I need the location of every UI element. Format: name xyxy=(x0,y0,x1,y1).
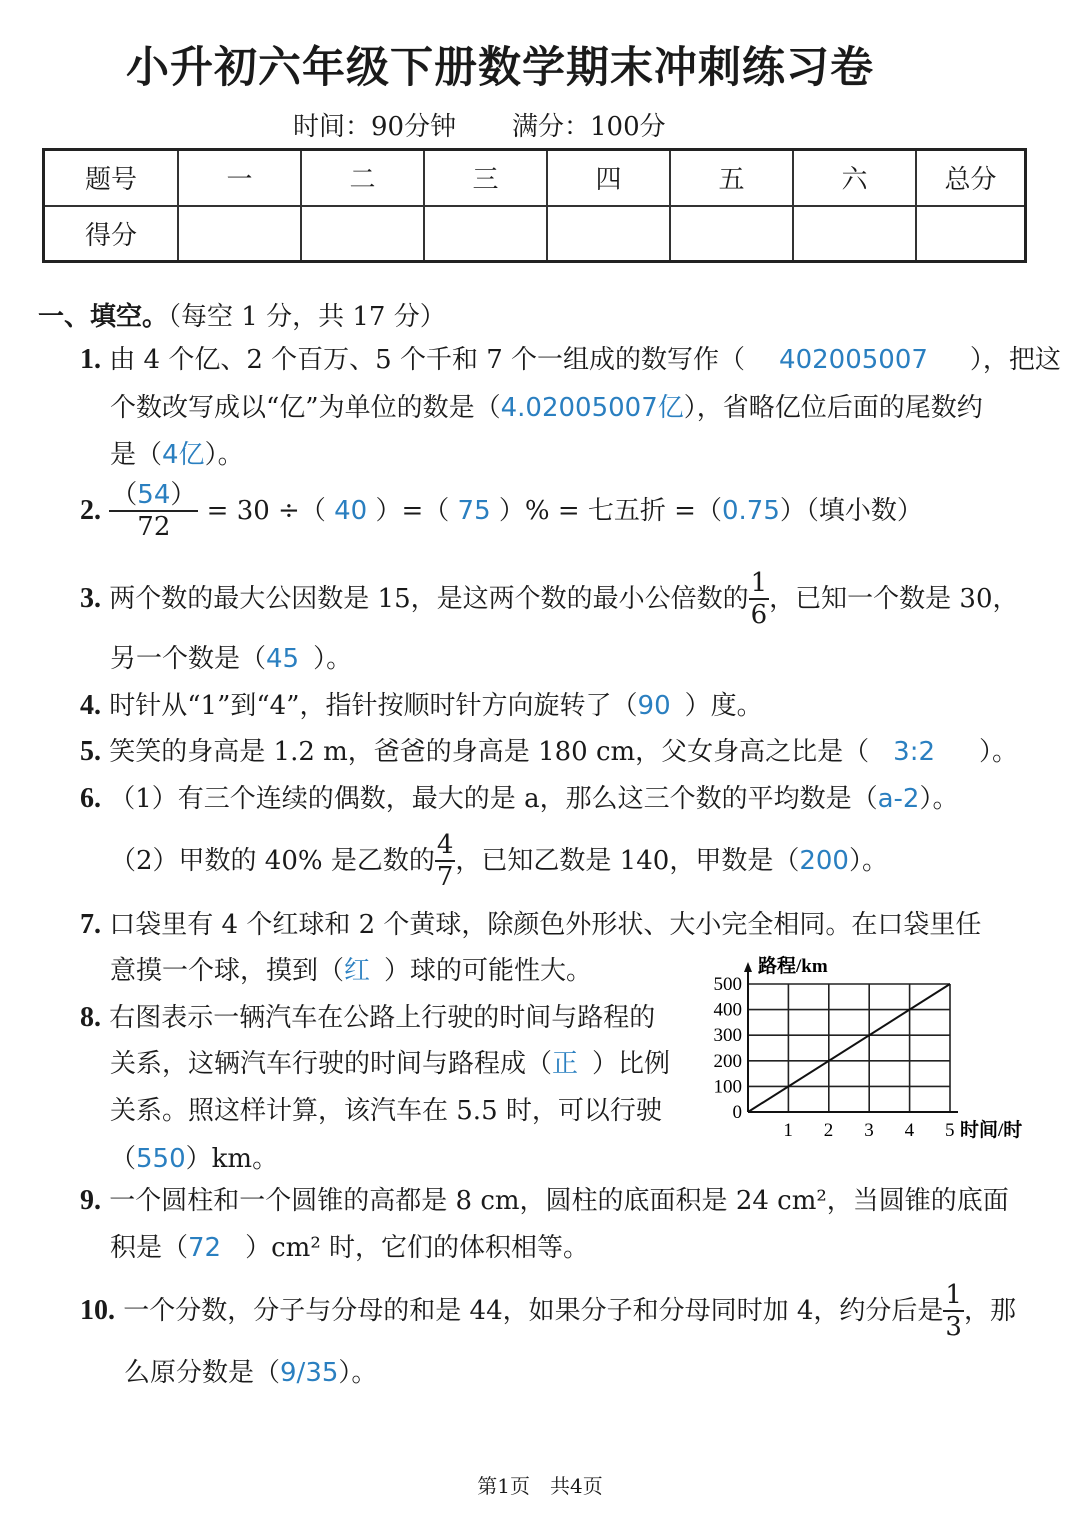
y-tick-label: 0 xyxy=(732,1102,742,1123)
fraction xyxy=(109,480,198,542)
question-number: 6. xyxy=(80,783,101,814)
header-cell: 四 xyxy=(547,150,670,206)
question-text: 另一个数是（ xyxy=(110,644,267,674)
chart-y-label: 路程/km xyxy=(758,956,828,977)
question-1-line-1 xyxy=(80,337,1061,383)
question-number: 1. xyxy=(80,344,101,375)
answer: 45 xyxy=(266,644,300,674)
question-text: ）。 xyxy=(979,737,1019,767)
fraction-denominator: 72 xyxy=(137,512,171,542)
full-score: 满分：100分 xyxy=(512,112,666,142)
question-text: ），把这 xyxy=(969,345,1061,375)
question-text: （2）甲数的 40% 是乙数的 xyxy=(110,846,435,876)
x-tick-label: 5 xyxy=(945,1120,955,1141)
series-line xyxy=(748,984,950,1112)
fraction-numerator: 1 xyxy=(750,568,768,598)
fraction xyxy=(749,568,770,630)
x-tick-label: 3 xyxy=(864,1120,874,1141)
question-8-line-4 xyxy=(110,1136,278,1182)
header-cell: 题号 xyxy=(44,150,179,206)
question-text: ）cm² 时，它们的体积相等。 xyxy=(245,1233,590,1263)
question-9-line-2 xyxy=(110,1225,589,1271)
fraction-denominator: 6 xyxy=(750,600,768,630)
answer: 正 xyxy=(552,1049,579,1079)
question-text: ）球的可能性大。 xyxy=(384,956,593,986)
answer: 9/35 xyxy=(280,1358,339,1388)
page-title: 小升初六年级下册数学期末冲刺练习卷 xyxy=(126,43,874,93)
answer: 红 xyxy=(344,956,371,986)
header-cell: 五 xyxy=(670,150,793,206)
score-cell[interactable] xyxy=(178,206,301,262)
answer: 4亿 xyxy=(162,440,205,470)
section-heading xyxy=(38,296,446,333)
fraction xyxy=(435,830,456,892)
question-7-line-2 xyxy=(110,948,592,994)
exam-time: 时间：90分钟 xyxy=(293,112,457,142)
answer: 75 xyxy=(457,496,491,526)
question-8-line-1 xyxy=(80,995,655,1041)
answer: a-2 xyxy=(877,784,920,814)
fraction-numerator: 4 xyxy=(436,830,454,860)
score-table-header-row xyxy=(44,150,1026,206)
question-number: 2. xyxy=(80,495,101,526)
question-text: = 30 ÷（ xyxy=(206,496,326,526)
page-footer: 第1页 共4页 xyxy=(477,1474,603,1498)
question-1-line-3 xyxy=(110,432,244,478)
question-text: ，已知一个数是 30， xyxy=(769,584,1019,614)
y-axis-arrow xyxy=(744,962,752,972)
question-3-line-1 xyxy=(80,568,1019,630)
question-text: 一个圆柱和一个圆锥的高都是 8 cm，圆柱的底面积是 24 cm²，当圆锥的底面 xyxy=(109,1186,1009,1216)
question-text: ）=（ xyxy=(375,496,450,526)
answer: 402005007 xyxy=(779,345,928,375)
score-cell[interactable] xyxy=(424,206,547,262)
question-number: 4. xyxy=(80,690,101,721)
header-cell: 六 xyxy=(793,150,916,206)
question-number: 8. xyxy=(80,1002,101,1033)
score-cell[interactable] xyxy=(793,206,916,262)
question-text: ）。 xyxy=(313,644,353,674)
score-cell[interactable] xyxy=(301,206,424,262)
question-text: ，已知乙数是 140，甲数是（ xyxy=(455,846,800,876)
question-9-line-1 xyxy=(80,1178,1009,1224)
answer: 3:2 xyxy=(893,737,936,767)
question-text: ）。 xyxy=(848,846,888,876)
question-10-line-2 xyxy=(124,1350,377,1396)
score-table-score-row xyxy=(44,206,1026,262)
header-cell: 一 xyxy=(178,150,301,206)
chart-series xyxy=(748,984,950,1112)
y-tick-label: 400 xyxy=(713,999,742,1021)
question-text: （1）有三个连续的偶数，最大的是 a，那么这三个数的平均数是（ xyxy=(109,784,878,814)
section-note: （每空 1 分，共 17 分） xyxy=(168,302,446,332)
question-text: 口袋里有 4 个红球和 2 个黄球，除颜色外形状、大小完全相同。在口袋里任 xyxy=(109,910,982,940)
question-6-line-2 xyxy=(110,830,888,892)
question-text: 时针从“1”到“4”，指针按顺时针方向旋转了（ xyxy=(109,691,638,721)
question-text: 一个分数，分子与分母的和是 44，如果分子和分母同时加 4，约分后是 xyxy=(123,1296,944,1326)
question-text: 两个数的最大公因数是 15，是这两个数的最小公倍数的 xyxy=(109,584,749,614)
question-text: 关系。照这样计算，该汽车在 5.5 时，可以行驶 xyxy=(110,1096,662,1126)
question-text: 右图表示一辆汽车在公路上行驶的时间与路程的 xyxy=(109,1003,656,1033)
question-text: ），省略亿位后面的尾数约 xyxy=(683,393,983,423)
question-text: ）km。 xyxy=(185,1144,279,1174)
paren: （ xyxy=(111,480,138,510)
question-6-line-1 xyxy=(80,776,958,822)
answer: 90 xyxy=(637,691,671,721)
answer: 4.02005007亿 xyxy=(500,393,684,423)
question-text: ）% = 七五折 =（ xyxy=(498,496,722,526)
question-text: 么原分数是（ xyxy=(124,1358,281,1388)
chart-x-label: 时间/时 xyxy=(960,1120,1023,1141)
question-2 xyxy=(80,480,923,542)
question-3-line-2 xyxy=(110,636,352,682)
y-tick-label: 500 xyxy=(713,974,742,995)
answer: 72 xyxy=(188,1233,222,1263)
header-cell: 二 xyxy=(301,150,424,206)
question-number: 10. xyxy=(80,1295,115,1326)
answer: 54 xyxy=(137,480,171,510)
score-cell[interactable] xyxy=(670,206,793,262)
answer: 0.75 xyxy=(721,496,780,526)
question-10-line-1 xyxy=(80,1280,1016,1342)
question-text: ）比例 xyxy=(592,1049,671,1079)
fraction-numerator: 1 xyxy=(945,1280,962,1310)
y-tick-label: 100 xyxy=(713,1076,742,1098)
y-tick-label: 300 xyxy=(713,1025,742,1047)
question-number: 5. xyxy=(80,736,101,767)
paren: ） xyxy=(170,480,197,510)
fraction xyxy=(943,1280,964,1342)
score-cell[interactable] xyxy=(916,206,1026,262)
question-1-line-2 xyxy=(110,385,983,431)
question-text: 笑笑的身高是 1.2 m，爸爸的身高是 180 cm，父女身高之比是（ xyxy=(109,737,870,767)
question-text: 意摸一个球，摸到（ xyxy=(110,956,345,986)
header-cell: 三 xyxy=(424,150,547,206)
score-cell[interactable] xyxy=(547,206,670,262)
question-text: ）。 xyxy=(338,1358,378,1388)
question-text: ）。 xyxy=(919,784,959,814)
question-text: 积是（ xyxy=(110,1233,189,1263)
score-table xyxy=(42,148,1027,263)
question-text: ）度。 xyxy=(684,691,763,721)
answer: 200 xyxy=(799,846,849,876)
question-text: ）。 xyxy=(204,440,244,470)
question-text: ，那 xyxy=(963,1296,1016,1326)
answer: 550 xyxy=(136,1144,186,1174)
x-tick-label: 2 xyxy=(823,1120,834,1141)
question-text: 由 4 个亿、2 个百万、5 个千和 7 个一组成的数写作（ xyxy=(109,345,746,375)
question-5 xyxy=(80,729,1018,775)
question-text: 是（ xyxy=(110,440,163,470)
question-text: 关系，这辆汽车行驶的时间与路程成（ xyxy=(110,1049,553,1079)
header-cell: 总分 xyxy=(916,150,1026,206)
question-text: （ xyxy=(110,1144,137,1174)
question-number: 3. xyxy=(80,583,101,614)
question-4 xyxy=(80,683,763,729)
question-number: 9. xyxy=(80,1185,101,1216)
answer: 40 xyxy=(334,496,368,526)
row-label: 得分 xyxy=(44,206,179,262)
question-8-line-2 xyxy=(110,1041,670,1087)
fraction-denominator: 3 xyxy=(945,1312,962,1342)
fraction-denominator: 7 xyxy=(436,862,454,892)
x-tick-label: 4 xyxy=(904,1120,915,1141)
question-text: ）（填小数） xyxy=(779,496,923,526)
question-text: 个数改写成以“亿”为单位的数是（ xyxy=(110,393,501,423)
x-tick-label: 1 xyxy=(783,1120,793,1141)
question-number: 7. xyxy=(80,909,101,940)
question-7-line-1 xyxy=(80,902,981,948)
section-title: 一、填空。 xyxy=(38,302,169,332)
time-distance-chart xyxy=(690,948,1040,1148)
y-tick-label: 200 xyxy=(713,1050,742,1072)
question-8-line-3 xyxy=(110,1088,662,1134)
